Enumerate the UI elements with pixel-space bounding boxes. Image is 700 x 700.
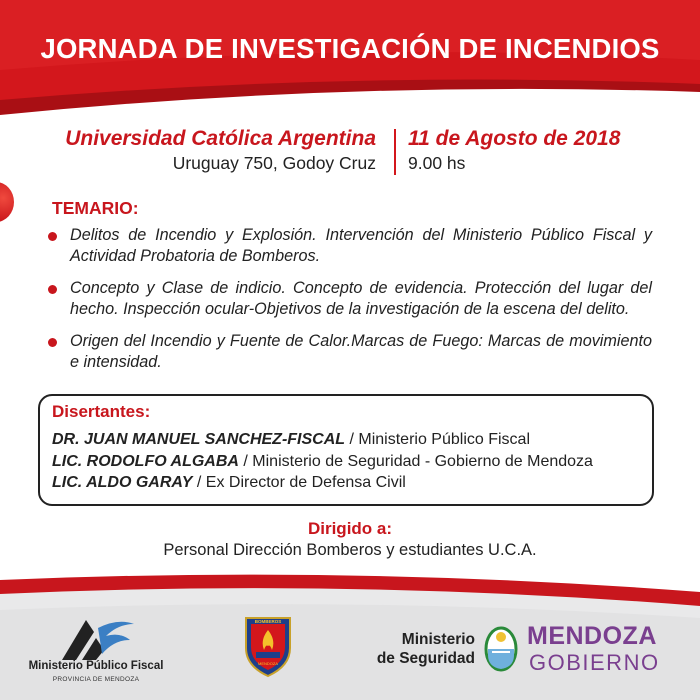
mpf-subtitle: PROVINCIA DE MENDOZA [52,676,140,683]
list-item [48,278,652,319]
event-time: 9.00 hs [408,153,466,173]
list-item-text: Concepto y Clase de indicio. Concepto de evidencia. Protección del lugar del hecho. Inspección ocular-Objetivos de la investigación de la escena del delito. [70,279,652,318]
ministerio-label [370,630,475,668]
speaker-name: DR. JUAN MANUEL SANCHEZ-FISCAL [52,431,346,448]
date-info [408,127,620,175]
speaker-row [52,472,652,494]
bullet-icon [48,338,57,347]
header-banner [0,0,700,115]
temario-list [48,225,652,384]
venue-name: Universidad Católica Argentina [65,127,376,150]
list-item-text: Delitos de Incendio y Explosión. Intervención del Ministerio Público Fiscal y Actividad Probatoria de Bomberos. [70,226,652,265]
venue-address: Uruguay 750, Godoy Cruz [172,153,376,173]
mpf-name: Ministerio Público Fiscal [28,660,164,672]
temario-title: TEMARIO: [52,198,139,218]
event-date: 11 de Agosto de 2018 [408,127,621,150]
speaker-role: / Ministerio de Seguridad - Gobierno de Mendoza [238,452,593,470]
speaker-role: / Ex Director de Defensa Civil [192,474,406,491]
list-item [48,331,652,372]
decorative-red-circle [0,182,14,222]
speakers-box [38,394,654,506]
bomberos-sub: MENDOZA [258,661,278,666]
bomberos-shield-icon [242,614,294,678]
list-item [48,225,652,266]
list-item-text: Origen del Incendio y Fuente de Calor.Marcas de Fuego: Marcas de movimiento e intensidad. [70,332,652,371]
audience-title: Dirigido a: [307,519,393,538]
page-title: JORNADA DE INVESTIGACIÓN DE INCENDIOS [40,33,660,64]
venue-block [0,127,700,177]
mendoza-coat-of-arms-icon [482,621,520,673]
speaker-row [52,429,652,451]
speaker-row [52,451,652,473]
gobierno-wordmark: GOBIERNO [529,650,660,675]
bullet-icon [48,232,57,241]
mendoza-wordmark: MENDOZA [527,622,657,650]
speaker-name: LIC. ALDO GARAY [52,474,193,491]
venue-info [65,127,376,175]
bomberos-label: BOMBEROS [254,619,282,624]
speaker-role: / Ministerio Público Fiscal [345,431,530,448]
audience-text: Personal Dirección Bomberos y estudiantes U.C.A. [163,541,537,559]
bullet-icon [48,285,57,294]
ministerio-line2: de Seguridad [376,650,475,667]
venue-divider [394,129,396,175]
speaker-name: LIC. RODOLFO ALGABA [52,452,239,470]
speakers-title: Disertantes: [52,402,151,421]
ministerio-line1: Ministerio [401,631,475,648]
